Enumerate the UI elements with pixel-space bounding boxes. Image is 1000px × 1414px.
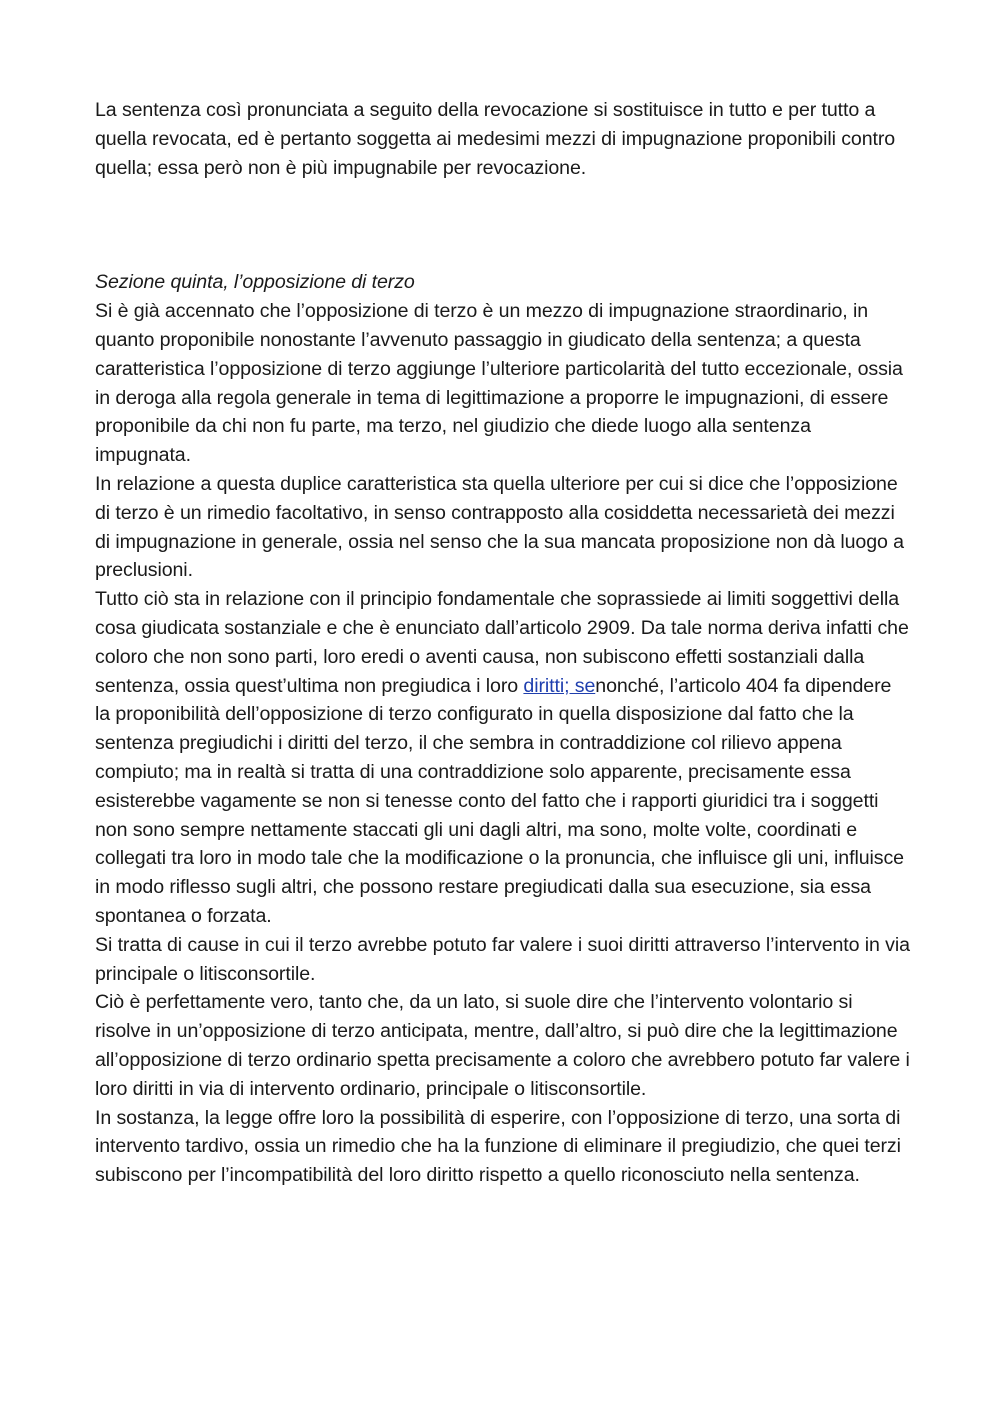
body-paragraph-6: In sostanza, la legge offre loro la possibilità di esperire, con l’opposizione di terzo, una sorta di intervento tardivo, ossia un rimedio che ha la funzione di eliminare il pregiudizio, che quei terzi subiscono per l’incompatibilità del loro diritto rispetto a quello riconosciuto nella sentenza.: [95, 1106, 901, 1187]
body-paragraph-5: Ciò è perfettamente vero, tanto che, da un lato, si suole dire che l’intervento volontario si risolve in un’opposizione di terzo anticipata, mentre, dall’altro, si può dire che la legittimazione all’opposizione di terzo ordinario spetta precisamente a coloro che avrebbero potuto far valere i loro diritti in via di intervento ordinario, principale o litisconsortile.: [95, 991, 910, 1100]
section-title: Sezione quinta, l’opposizione di terzo: [95, 271, 415, 294]
document-page: [95, 96, 910, 1190]
body-paragraph-2: In relazione a questa duplice caratteristica sta quella ulteriore per cui si dice che l’opposizione di terzo è un rimedio facoltativo, in senso contrapposto alla cosiddetta necessarietà dei mezzi di impugnazione in generale, ossia nel senso che la sua mancata proposizione non dà luogo a preclusioni.: [95, 472, 904, 582]
body-paragraph-4: Si tratta di cause in cui il terzo avrebbe potuto far valere i suoi diritti attraverso l’intervento in via principale o litisconsortile.: [95, 933, 910, 985]
diritti-link[interactable]: diritti; se: [523, 674, 596, 697]
body-paragraph-3: [95, 585, 910, 931]
intro-paragraph: La sentenza così pronunciata a seguito della revocazione si sostituisce in tutto e per tutto a quella revocata, ed è pertanto soggetta ai medesimi mezzi di impugnazione proponibili contro quella; essa però non è più impugnabile per revocazione.: [95, 99, 896, 179]
paragraph-text-after-link: nonché, l’articolo 404 fa dipendere la proponibilità dell’opposizione di terzo configurato in quella disposizione dal fatto che la sentenza pregiudichi i diritti del terzo, il che sembra in contraddizione col rilievo appena compiuto; ma in realtà si tratta di una contraddizione solo apparente, precisamente essa esisterebbe vagamente se non si tenesse conto del fatto che i rapporti giuridici tra i soggetti non sono sempre nettamente staccati gli uni dagli altri, ma sono, molte volte, coordinati e collegati tra loro in modo tale che la modificazione o la pronuncia, che influisce gli uni, influisce in modo riflesso sugli altri, che possono restare pregiudicati dalla sua esecuzione, sia essa spontanea o forzata.: [95, 674, 904, 927]
paragraph-text-before-link: Tutto ciò sta in relazione con il principio fondamentale che soprassiede ai limiti soggettivi della cosa giudicata sostanziale e che è enunciato dall’articolo 2909. Da tale norma deriva infatti che coloro che non sono parti, loro eredi o aventi causa, non subiscono effetti sostanziali dalla sentenza, ossia quest’ultima non pregiudica i loro: [95, 588, 909, 697]
body-paragraph-1: Si è già accennato che l’opposizione di terzo è un mezzo di impugnazione straordinario, in quanto proponibile nonostante l’avvenuto passaggio in giudicato della sentenza; a questa caratteristica l’opposizione di terzo aggiunge l’ulteriore particolarità del tutto eccezionale, ossia in deroga alla regola generale in tema di legittimazione a proporre le impugnazioni, di essere proponibile da chi non fu parte, ma terzo, nel giudizio che diede luogo alla sentenza impugnata.: [95, 300, 903, 467]
paragraph-spacing: [95, 182, 910, 268]
